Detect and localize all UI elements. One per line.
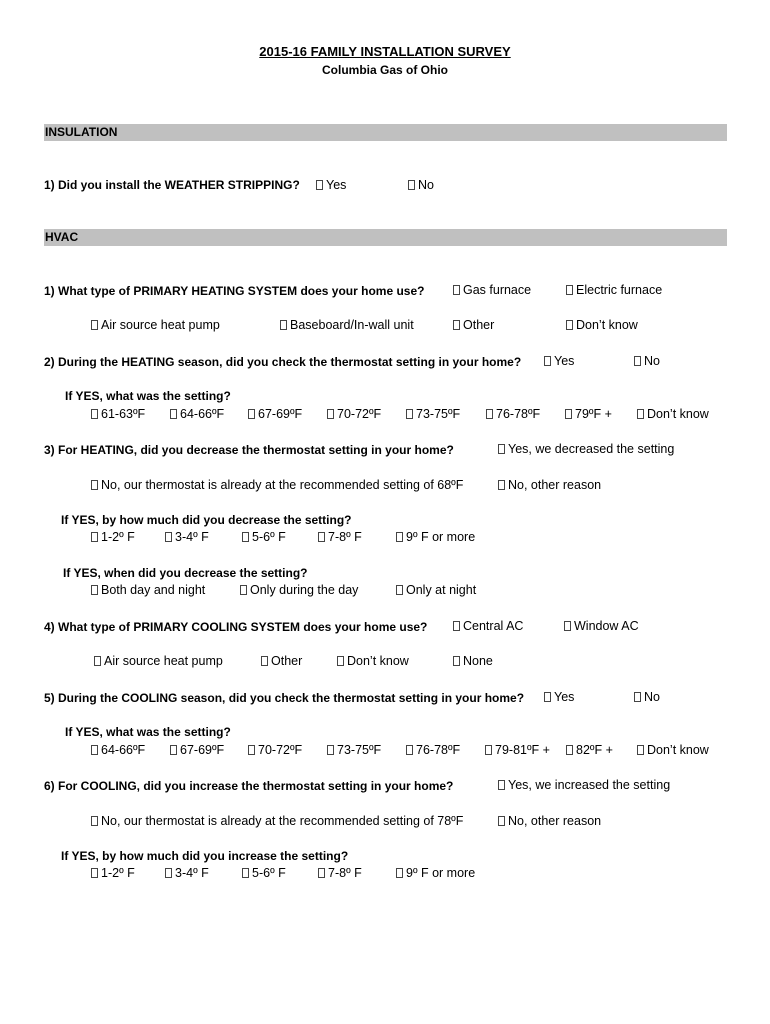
subquestion-cooling-setting: If YES, what was the setting? — [65, 725, 231, 739]
checkbox-icon — [242, 532, 249, 542]
checkbox-option[interactable]: 9º F or more — [396, 530, 475, 544]
survey-title: 2015-16 FAMILY INSTALLATION SURVEY — [259, 44, 511, 59]
checkbox-option[interactable]: Yes, we increased the setting — [498, 778, 670, 792]
checkbox-icon — [327, 409, 334, 419]
checkbox-option[interactable]: Don’t know — [337, 654, 409, 668]
section-bar-hvac — [44, 229, 727, 246]
checkbox-option[interactable]: 73-75ºF — [327, 743, 381, 757]
checkbox-icon — [91, 409, 98, 419]
checkbox-icon — [318, 868, 325, 878]
checkbox-option[interactable]: 79ºF + — [565, 407, 612, 421]
checkbox-option[interactable]: Gas furnace — [453, 283, 531, 297]
subquestion-increase-amount: If YES, by how much did you increase the setting? — [61, 849, 349, 863]
checkbox-option[interactable]: 64-66ºF — [170, 407, 224, 421]
checkbox-option[interactable]: Window AC — [564, 619, 639, 633]
checkbox-option[interactable]: Air source heat pump — [91, 318, 220, 332]
checkbox-icon — [91, 532, 98, 542]
checkbox-icon — [486, 409, 493, 419]
checkbox-option[interactable]: 67-69ºF — [170, 743, 224, 757]
checkbox-icon — [498, 816, 505, 826]
checkbox-icon — [637, 745, 644, 755]
question-weather-stripping: 1) Did you install the WEATHER STRIPPING? — [44, 178, 300, 192]
subquestion-decrease-when: If YES, when did you decrease the setting? — [63, 566, 308, 580]
checkbox-icon — [248, 409, 255, 419]
checkbox-option[interactable]: Both day and night — [91, 583, 205, 597]
question-heating-thermostat-check: 2) During the HEATING season, did you check the thermostat setting in your home? — [44, 355, 522, 369]
checkbox-icon — [94, 656, 101, 666]
checkbox-option[interactable]: Other — [453, 318, 494, 332]
question-heating-system: 1) What type of PRIMARY HEATING SYSTEM does your home use? — [44, 284, 425, 298]
checkbox-option[interactable]: 3-4º F — [165, 530, 209, 544]
checkbox-option[interactable]: 7-8º F — [318, 530, 362, 544]
checkbox-icon — [91, 816, 98, 826]
checkbox-icon — [564, 621, 571, 631]
section-label: INSULATION — [45, 125, 118, 139]
checkbox-option[interactable]: Don’t know — [637, 743, 709, 757]
checkbox-option[interactable]: Electric furnace — [566, 283, 662, 297]
checkbox-option[interactable]: 79-81ºF + — [485, 743, 550, 757]
checkbox-option[interactable]: 5-6º F — [242, 530, 286, 544]
checkbox-option[interactable]: Only during the day — [240, 583, 358, 597]
checkbox-option[interactable]: 73-75ºF — [406, 407, 460, 421]
checkbox-icon — [240, 585, 247, 595]
checkbox-icon — [498, 780, 505, 790]
checkbox-option[interactable]: No, other reason — [498, 814, 601, 828]
checkbox-option[interactable]: 61-63ºF — [91, 407, 145, 421]
checkbox-icon — [634, 356, 641, 366]
checkbox-icon — [406, 745, 413, 755]
checkbox-icon — [248, 745, 255, 755]
checkbox-option[interactable]: No — [408, 178, 434, 192]
checkbox-option[interactable]: 76-78ºF — [486, 407, 540, 421]
checkbox-option[interactable]: 76-78ºF — [406, 743, 460, 757]
subquestion-decrease-amount: If YES, by how much did you decrease the setting? — [61, 513, 352, 527]
checkbox-option[interactable]: 3-4º F — [165, 866, 209, 880]
section-label: HVAC — [45, 230, 79, 244]
checkbox-option[interactable]: Yes, we decreased the setting — [498, 442, 674, 456]
checkbox-icon — [498, 480, 505, 490]
checkbox-icon — [453, 320, 460, 330]
checkbox-option[interactable]: No — [634, 690, 660, 704]
checkbox-option[interactable]: No — [634, 354, 660, 368]
checkbox-option[interactable]: Air source heat pump — [94, 654, 223, 668]
checkbox-icon — [327, 745, 334, 755]
checkbox-icon — [396, 868, 403, 878]
checkbox-icon — [91, 320, 98, 330]
question-cooling-increase: 6) For COOLING, did you increase the thermostat setting in your home? — [44, 779, 454, 793]
checkbox-icon — [242, 868, 249, 878]
question-cooling-thermostat-check: 5) During the COOLING season, did you check the thermostat setting in your home? — [44, 691, 525, 705]
checkbox-icon — [280, 320, 287, 330]
survey-subtitle: Columbia Gas of Ohio — [321, 63, 448, 77]
checkbox-icon — [165, 868, 172, 878]
checkbox-icon — [396, 585, 403, 595]
question-cooling-system: 4) What type of PRIMARY COOLING SYSTEM does your home use? — [44, 620, 428, 634]
checkbox-option[interactable]: Yes — [544, 354, 574, 368]
checkbox-option[interactable]: 7-8º F — [318, 866, 362, 880]
checkbox-icon — [91, 480, 98, 490]
checkbox-option[interactable]: Yes — [316, 178, 346, 192]
checkbox-option[interactable]: 67-69ºF — [248, 407, 302, 421]
checkbox-option[interactable]: Don’t know — [637, 407, 709, 421]
checkbox-icon — [408, 180, 415, 190]
checkbox-icon — [165, 532, 172, 542]
checkbox-option[interactable]: No, other reason — [498, 478, 601, 492]
checkbox-option[interactable]: No, our thermostat is already at the recommended setting of 68ºF — [91, 478, 463, 492]
checkbox-icon — [565, 409, 572, 419]
checkbox-option[interactable]: Don’t know — [566, 318, 638, 332]
checkbox-icon — [544, 692, 551, 702]
checkbox-option[interactable]: 9º F or more — [396, 866, 475, 880]
checkbox-icon — [91, 585, 98, 595]
checkbox-option[interactable]: Baseboard/In-wall unit — [280, 318, 414, 332]
checkbox-icon — [91, 868, 98, 878]
checkbox-option[interactable]: 70-72ºF — [327, 407, 381, 421]
checkbox-icon — [566, 745, 573, 755]
question-heating-decrease: 3) For HEATING, did you decrease the thermostat setting in your home? — [44, 443, 454, 457]
checkbox-icon — [566, 320, 573, 330]
checkbox-option[interactable]: 1-2º F — [91, 866, 135, 880]
checkbox-icon — [634, 692, 641, 702]
checkbox-option[interactable]: 82ºF + — [566, 743, 613, 757]
checkbox-option[interactable]: Other — [261, 654, 302, 668]
checkbox-icon — [453, 656, 460, 666]
checkbox-icon — [316, 180, 323, 190]
checkbox-icon — [566, 285, 573, 295]
checkbox-icon — [544, 356, 551, 366]
checkbox-option[interactable]: 5-6º F — [242, 866, 286, 880]
checkbox-icon — [453, 621, 460, 631]
checkbox-icon — [637, 409, 644, 419]
checkbox-icon — [337, 656, 344, 666]
checkbox-option[interactable]: None — [453, 654, 493, 668]
checkbox-icon — [261, 656, 268, 666]
checkbox-icon — [498, 444, 505, 454]
checkbox-icon — [170, 409, 177, 419]
checkbox-icon — [318, 532, 325, 542]
checkbox-option[interactable]: Yes — [544, 690, 574, 704]
checkbox-icon — [453, 285, 460, 295]
checkbox-option[interactable]: 1-2º F — [91, 530, 135, 544]
checkbox-option[interactable]: 70-72ºF — [248, 743, 302, 757]
subquestion-heating-setting: If YES, what was the setting? — [65, 389, 231, 403]
checkbox-icon — [406, 409, 413, 419]
checkbox-icon — [91, 745, 98, 755]
checkbox-option[interactable]: 64-66ºF — [91, 743, 145, 757]
checkbox-option[interactable]: No, our thermostat is already at the recommended setting of 78ºF — [91, 814, 463, 828]
checkbox-option[interactable]: Only at night — [396, 583, 476, 597]
checkbox-icon — [396, 532, 403, 542]
checkbox-icon — [170, 745, 177, 755]
checkbox-icon — [485, 745, 492, 755]
section-bar-insulation — [44, 124, 727, 141]
checkbox-option[interactable]: Central AC — [453, 619, 523, 633]
